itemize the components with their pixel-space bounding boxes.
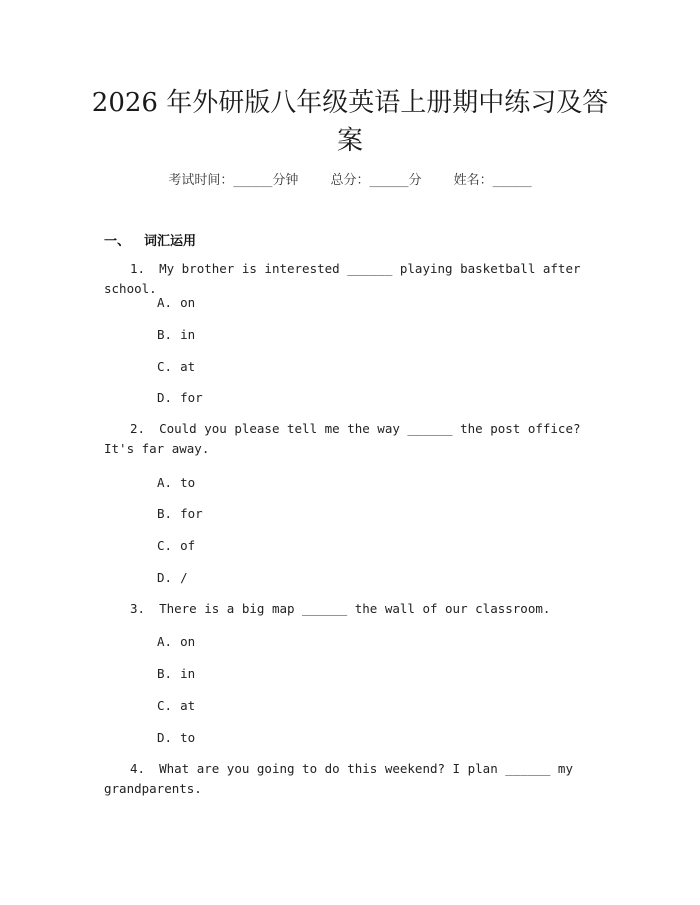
section-number: 一、: [104, 234, 131, 249]
option-text: in: [180, 327, 196, 342]
option-letter: C.: [157, 359, 173, 374]
section-title: 词汇运用: [144, 234, 197, 249]
option-letter: A.: [157, 295, 173, 310]
option-letter: B.: [157, 506, 173, 521]
exam-time-field: 考试时间：______分钟: [168, 173, 299, 188]
option-2a: [157, 475, 195, 490]
question-number: 2.: [130, 421, 146, 436]
option-1b: [157, 327, 195, 342]
option-1a: [157, 295, 195, 310]
option-text: on: [180, 634, 196, 649]
question-text: What are you going to do this weekend? I plan ______ my grandparents.: [104, 761, 573, 796]
question-2: [104, 419, 604, 459]
option-3b: [157, 666, 195, 681]
option-letter: B.: [157, 327, 173, 342]
question-text: My brother is interested ______ playing basketball after school.: [104, 261, 581, 296]
option-3a: [157, 634, 195, 649]
option-text: at: [180, 359, 196, 374]
option-text: of: [180, 538, 196, 553]
question-3: [104, 599, 604, 619]
exam-meta: [0, 169, 700, 188]
option-text: in: [180, 666, 196, 681]
option-1d: [157, 390, 203, 405]
question-text: Could you please tell me the way ______ the post office? It's far away.: [104, 421, 581, 456]
option-text: for: [180, 390, 203, 405]
question-number: 3.: [130, 601, 146, 616]
option-text: /: [180, 570, 188, 585]
section-heading: [104, 230, 196, 249]
option-2d: [157, 570, 188, 585]
option-letter: D.: [157, 570, 173, 585]
option-letter: A.: [157, 475, 173, 490]
document-title: 2026 年外研版八年级英语上册期中练习及答案: [91, 88, 609, 156]
option-letter: D.: [157, 730, 173, 745]
option-2c: [157, 538, 195, 553]
question-4: [104, 759, 604, 799]
student-name-field: 姓名：______: [453, 173, 532, 188]
question-1: [104, 259, 604, 299]
option-text: to: [180, 730, 196, 745]
question-number: 4.: [130, 761, 146, 776]
option-1c: [157, 359, 195, 374]
option-text: for: [180, 506, 203, 521]
option-3c: [157, 698, 195, 713]
option-3d: [157, 730, 195, 745]
option-letter: C.: [157, 698, 173, 713]
question-text: There is a big map ______ the wall of our classroom.: [159, 601, 551, 616]
option-letter: D.: [157, 390, 173, 405]
option-2b: [157, 506, 203, 521]
option-text: to: [180, 475, 196, 490]
total-score-field: 总分：______分: [330, 173, 422, 188]
option-letter: B.: [157, 666, 173, 681]
option-text: at: [180, 698, 196, 713]
option-text: on: [180, 295, 196, 310]
option-letter: C.: [157, 538, 173, 553]
option-letter: A.: [157, 634, 173, 649]
question-number: 1.: [130, 261, 146, 276]
